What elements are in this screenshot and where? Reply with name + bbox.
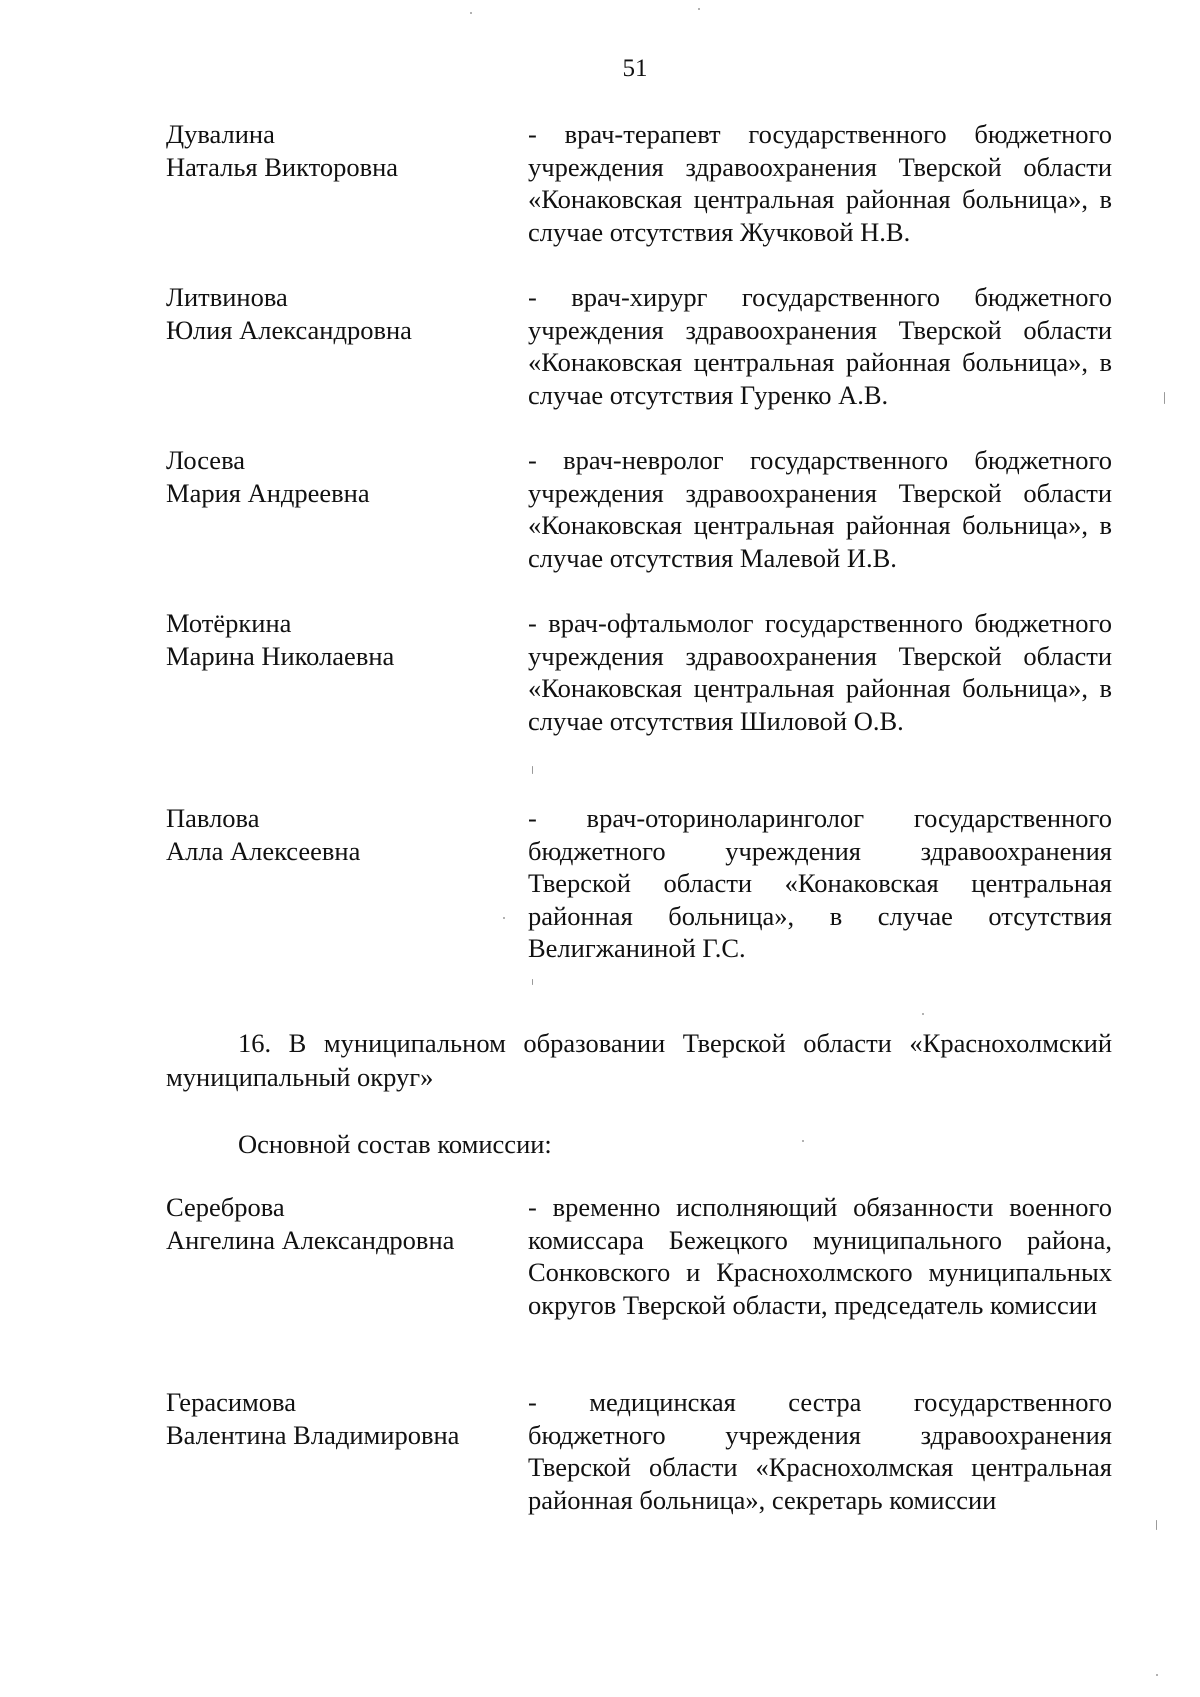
member-name bbox=[166, 802, 496, 867]
member-surname: Мотёркина bbox=[166, 608, 292, 638]
scan-speck bbox=[532, 766, 533, 774]
member-surname: Дувалина bbox=[166, 119, 275, 149]
scan-speck bbox=[503, 917, 505, 919]
member-given-names: Алла Алексеевна bbox=[166, 835, 361, 866]
page-number: 51 bbox=[622, 55, 648, 82]
member-surname: Лосева bbox=[166, 445, 245, 475]
member-role: - врач-оториноларинголог государственного бюджетного учреждения здравоохранения Тверской области «Конаковская центральная районная больница», в случае отсутствия Велигжаниной Г.С. bbox=[528, 803, 1112, 963]
scan-speck bbox=[470, 12, 472, 14]
member-name bbox=[166, 607, 496, 672]
scan-speck bbox=[532, 979, 533, 985]
scan-speck bbox=[802, 1140, 804, 1142]
member-role: - врач-терапевт государственного бюджетного учреждения здравоохранения Тверской области «Конаковская центральная районная больница», в случае отсутствия Жучковой Н.В. bbox=[528, 119, 1112, 247]
scan-speck bbox=[698, 8, 700, 10]
member-name bbox=[166, 1386, 496, 1451]
member-name bbox=[166, 444, 496, 509]
member-name bbox=[166, 281, 496, 346]
member-surname: Сереброва bbox=[166, 1192, 285, 1222]
member-role: - врач-невролог государственного бюджетного учреждения здравоохранения Тверской области «Конаковская центральная районная больница», в случае отсутствия Малевой И.В. bbox=[528, 445, 1112, 573]
scan-speck bbox=[1156, 1674, 1158, 1676]
scan-speck bbox=[922, 1013, 924, 1015]
member-role: - временно исполняющий обязанности военного комиссара Бежецкого муниципального района, Сонковского и Краснохолмского муниципальных округов Тверской области, председатель комиссии bbox=[528, 1192, 1112, 1320]
member-role: - врач-офтальмолог государственного бюджетного учреждения здравоохранения Тверской области «Конаковская центральная районная больница», в случае отсутствия Шиловой О.В. bbox=[528, 608, 1112, 736]
member-given-names: Юлия Александровна bbox=[166, 314, 412, 345]
commission-subheading: Основной состав комиссии: bbox=[238, 1129, 552, 1159]
member-surname: Павлова bbox=[166, 803, 260, 833]
section-heading: 16. В муниципальном образовании Тверской области «Краснохолмский муниципальный округ» bbox=[166, 1028, 1112, 1092]
member-given-names: Наталья Викторовна bbox=[166, 151, 399, 182]
member-surname: Герасимова bbox=[166, 1387, 296, 1417]
scan-speck bbox=[1156, 1520, 1157, 1530]
member-role: - медицинская сестра государственного бюджетного учреждения здравоохранения Тверской области «Краснохолмская центральная районная больница», секретарь комиссии bbox=[528, 1387, 1112, 1515]
member-role: - врач-хирург государственного бюджетного учреждения здравоохранения Тверской области «Конаковская центральная районная больница», в случае отсутствия Гуренко А.В. bbox=[528, 282, 1112, 410]
member-given-names: Валентина Владимировна bbox=[166, 1419, 460, 1450]
member-given-names: Мария Андреевна bbox=[166, 477, 370, 508]
scan-speck bbox=[1164, 392, 1165, 404]
member-surname: Литвинова bbox=[166, 282, 288, 312]
member-name bbox=[166, 118, 496, 183]
member-given-names: Марина Николаевна bbox=[166, 640, 395, 671]
member-given-names: Ангелина Александровна bbox=[166, 1224, 455, 1255]
member-name bbox=[166, 1191, 496, 1256]
